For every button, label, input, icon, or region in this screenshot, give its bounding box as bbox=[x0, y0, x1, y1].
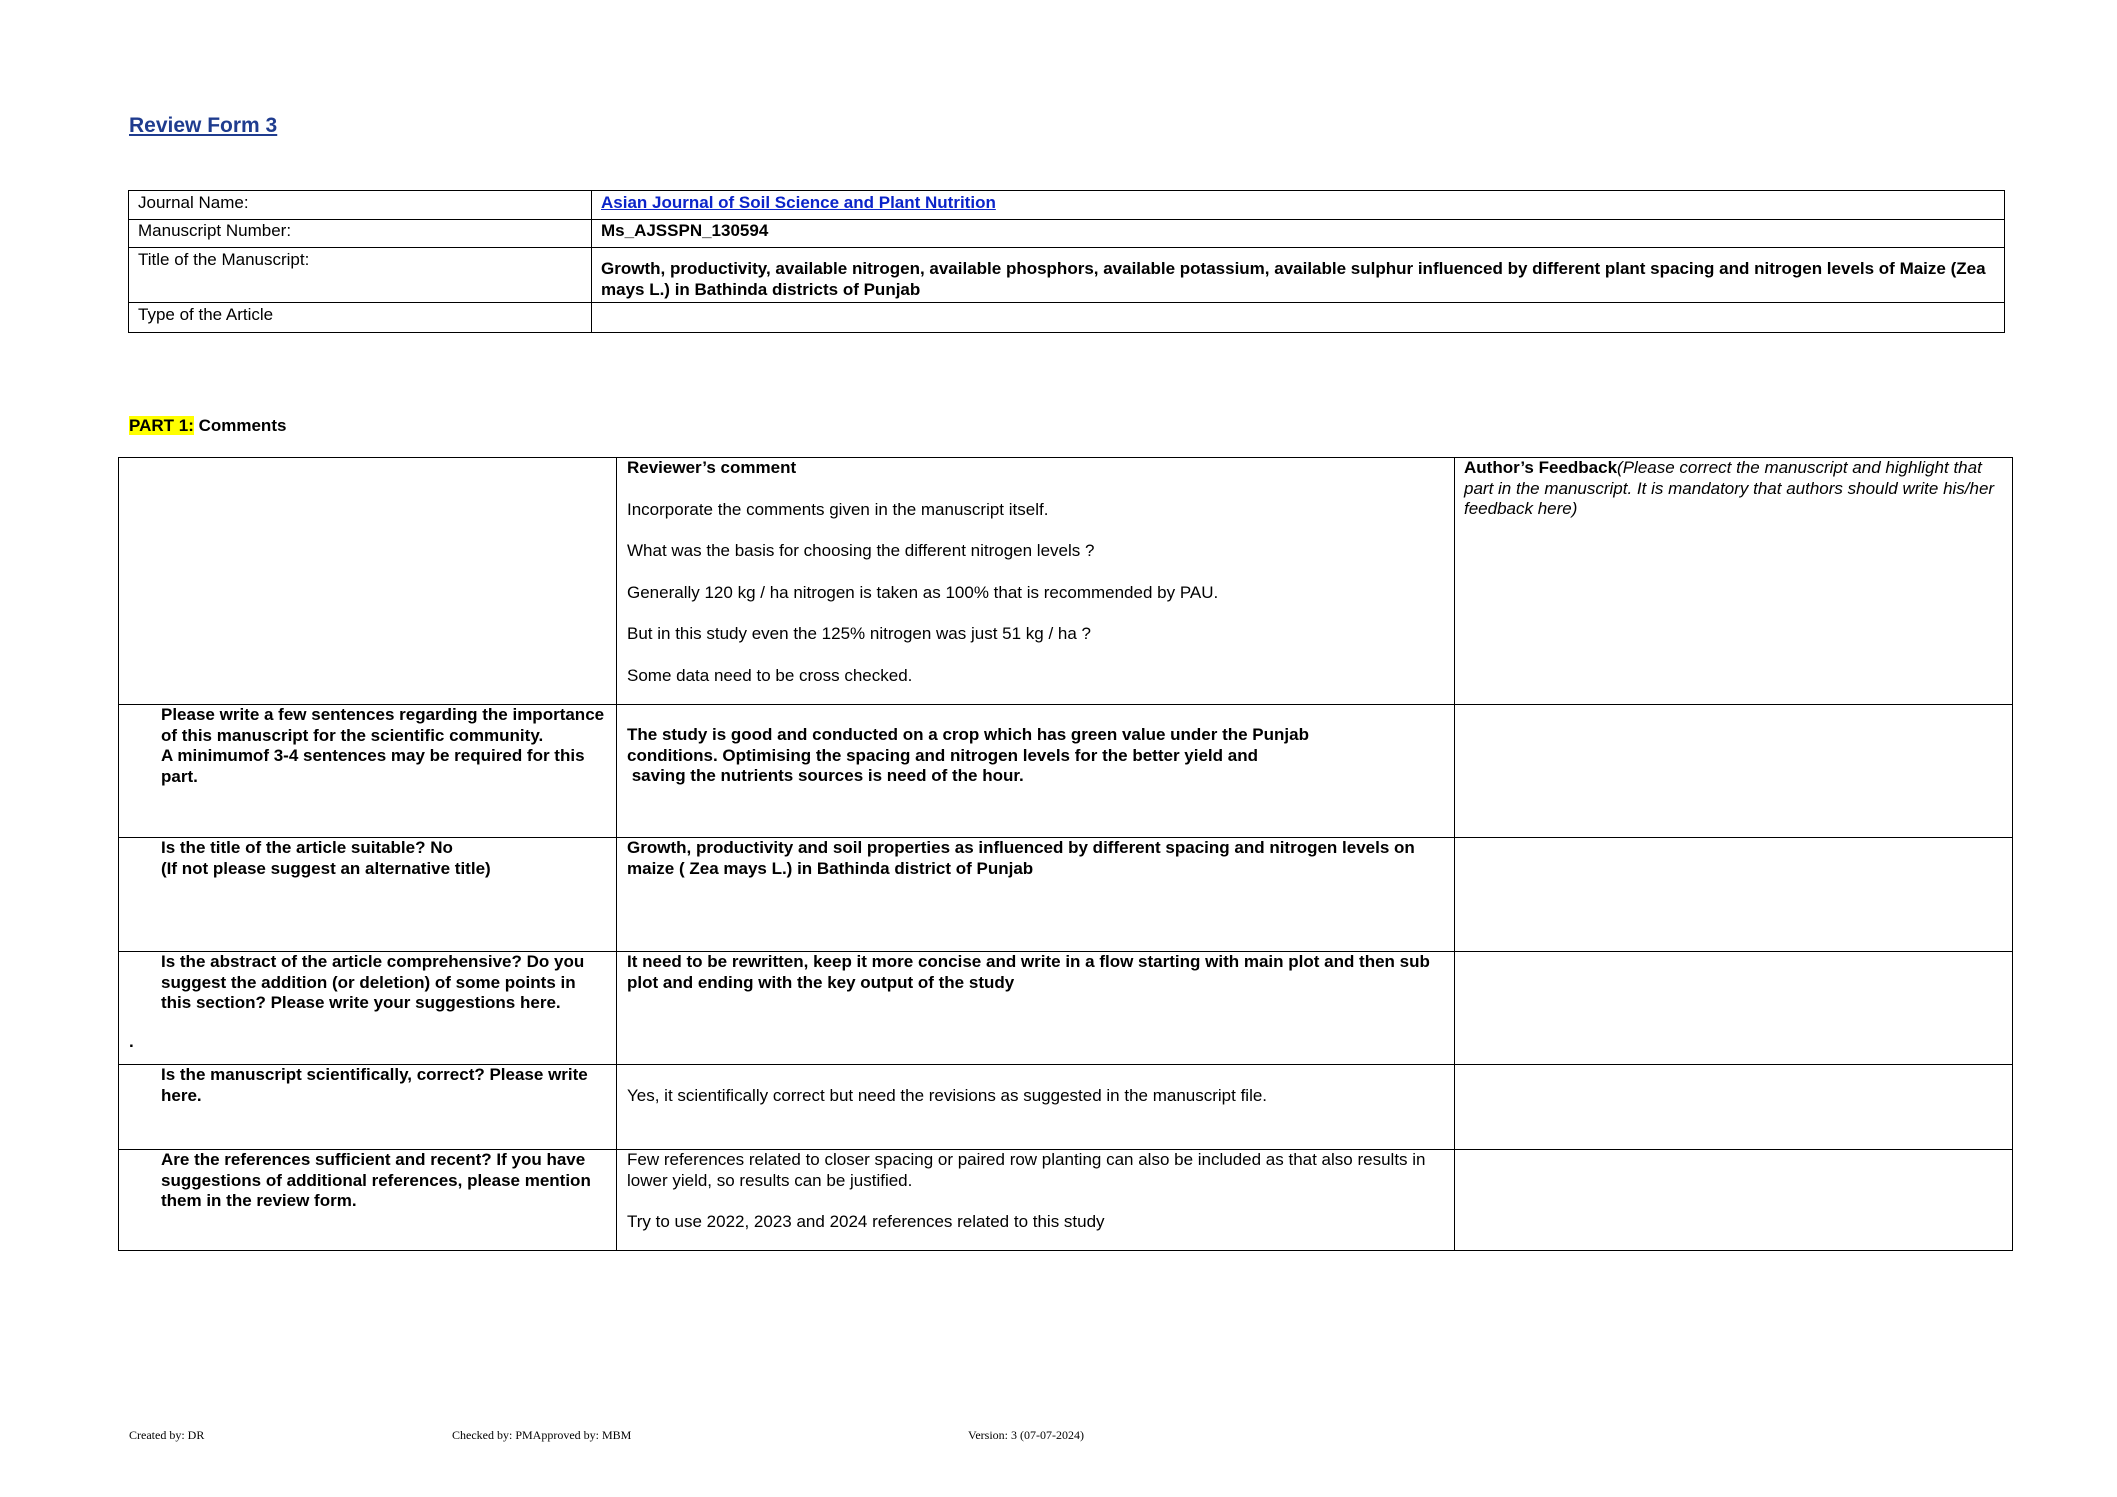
importance-comment-line: saving the nutrients sources is need of the hour. bbox=[627, 766, 1024, 785]
reviewer-comment-line: But in this study even the 125% nitrogen was just 51 kg / ha ? bbox=[627, 624, 1092, 643]
references-question: Are the references sufficient and recent? If you have suggestions of additional references, please mention them in the review form. bbox=[119, 1150, 617, 1251]
header-question-cell bbox=[119, 458, 617, 705]
importance-question-note: A minimumof 3-4 sentences may be required for this part. bbox=[161, 746, 585, 786]
article-type-value[interactable] bbox=[592, 303, 2005, 333]
importance-row bbox=[119, 705, 2013, 838]
title-question-note: (If not please suggest an alternative title) bbox=[161, 858, 491, 878]
importance-comment-line: The study is good and conducted on a crop which has green value under the Punjab bbox=[627, 725, 1309, 744]
journal-label: Journal Name: bbox=[129, 191, 592, 220]
journal-link[interactable]: Asian Journal of Soil Science and Plant Nutrition bbox=[601, 193, 996, 212]
title-suitability-row bbox=[119, 838, 2013, 952]
manuscript-number-value: Ms_AJSSPN_130594 bbox=[592, 220, 2005, 248]
manuscript-title-label: Title of the Manuscript: bbox=[129, 248, 592, 303]
importance-feedback[interactable] bbox=[1455, 705, 2013, 838]
manuscript-number-label: Manuscript Number: bbox=[129, 220, 592, 248]
part1-label: Comments bbox=[193, 416, 287, 435]
manuscript-number-row bbox=[129, 220, 2005, 248]
reviewer-comment-line: Generally 120 kg / ha nitrogen is taken as 100% that is recommended by PAU. bbox=[627, 582, 1219, 602]
importance-comment-line: conditions. Optimising the spacing and nitrogen levels for the better yield and bbox=[627, 745, 1258, 765]
title-question-cell bbox=[119, 838, 617, 952]
manuscript-title-value: Growth, productivity, available nitrogen, available phosphors, available potassium, available sulphur influenced by different plant spacing and nitrogen levels of Maize (Zea mays L.) in Bathinda districts of Punjab bbox=[592, 248, 2005, 303]
abstract-comment: It need to be rewritten, keep it more concise and write in a flow starting with main plot and then sub plot and ending with the key output of the study bbox=[617, 952, 1455, 1065]
references-comment-line: Try to use 2022, 2023 and 2024 references related to this study bbox=[627, 1212, 1105, 1231]
scientific-question: Is the manuscript scientifically, correct? Please write here. bbox=[119, 1065, 617, 1150]
manuscript-info-table bbox=[128, 190, 2005, 333]
reviewer-comment-heading: Reviewer’s comment bbox=[627, 458, 797, 477]
scientific-comment: Yes, it scientifically correct but need the revisions as suggested in the manuscript file. bbox=[617, 1065, 1455, 1150]
footer-version: Version: 3 (07-07-2024) bbox=[968, 1428, 1084, 1442]
footer-checked: Checked by: PM bbox=[452, 1428, 533, 1442]
references-comment-cell bbox=[617, 1150, 1455, 1251]
part1-heading bbox=[129, 416, 286, 436]
article-type-label: Type of the Article bbox=[129, 303, 592, 333]
footer-checked-approved bbox=[452, 1428, 631, 1443]
abstract-feedback[interactable] bbox=[1455, 952, 2013, 1065]
author-feedback-note: (Please correct the manuscript and highlight that part in the manuscript. It is mandatory that authors should write his/her feedback here) bbox=[1464, 458, 1995, 518]
references-row bbox=[119, 1150, 2013, 1251]
scientific-row bbox=[119, 1065, 2013, 1150]
abstract-row bbox=[119, 952, 2013, 1065]
scientific-feedback[interactable] bbox=[1455, 1065, 2013, 1150]
comments-table bbox=[118, 457, 2013, 1251]
article-type-row bbox=[129, 303, 2005, 333]
form-title: Review Form 3 bbox=[129, 114, 278, 137]
reviewer-comment-line: Incorporate the comments given in the manuscript itself. bbox=[627, 499, 1049, 519]
journal-row bbox=[129, 191, 2005, 220]
importance-question: Please write a few sentences regarding the importance of this manuscript for the scientific community. bbox=[161, 705, 605, 745]
reviewer-comment-line: What was the basis for choosing the different nitrogen levels ? bbox=[627, 541, 1095, 560]
references-feedback[interactable] bbox=[1455, 1150, 2013, 1251]
title-question: Is the title of the article suitable? No bbox=[161, 838, 453, 857]
abstract-question: Is the abstract of the article comprehensive? Do you suggest the addition (or deletion) of some points in this section? Please write your suggestions here. bbox=[161, 952, 585, 1012]
comments-header-row bbox=[119, 458, 2013, 705]
importance-comment-cell bbox=[617, 705, 1455, 838]
importance-question-cell bbox=[119, 705, 617, 838]
manuscript-title-row bbox=[129, 248, 2005, 303]
reviewer-comment-header-cell bbox=[617, 458, 1455, 705]
footer-created: Created by: DR bbox=[129, 1428, 205, 1442]
abstract-question-cell bbox=[119, 952, 617, 1065]
footer-approved: Approved by: MBM bbox=[532, 1428, 632, 1442]
author-feedback-heading: Author’s Feedback bbox=[1464, 458, 1618, 477]
author-feedback-header-cell bbox=[1455, 458, 2013, 705]
part1-tag: PART 1: bbox=[129, 416, 194, 435]
title-comment: Growth, productivity and soil properties as influenced by different spacing and nitrogen levels on maize ( Zea mays L.) in Bathinda district of Punjab bbox=[617, 838, 1455, 952]
abstract-marker: . bbox=[129, 1032, 134, 1051]
references-comment-line: Few references related to closer spacing or paired row planting can also be included as that also results in lower yield, so results can be justified. bbox=[627, 1150, 1426, 1190]
reviewer-comment-line: Some data need to be cross checked. bbox=[627, 665, 913, 685]
journal-value-cell bbox=[592, 191, 2005, 220]
title-feedback[interactable] bbox=[1455, 838, 2013, 952]
